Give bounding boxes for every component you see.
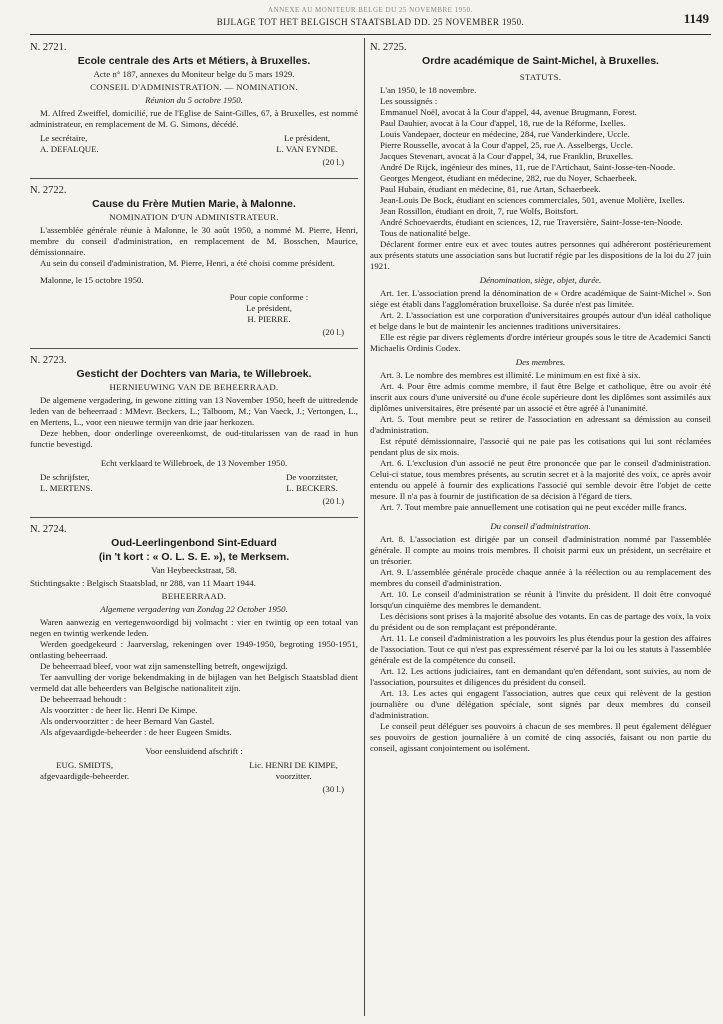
notice-body: Waren aanwezig en vertegenwoordigd bij volmacht : vier en twintig op een totaal van negen en twintig werkende leden. xyxy=(30,617,358,638)
signatory-role: voorzitter. xyxy=(275,771,312,781)
article: Art. 7. Tout membre paie annuellement une cotisation qui ne peut excéder mille francs. xyxy=(380,502,687,512)
meeting-date: Réunion du 5 octobre 1950. xyxy=(145,95,243,105)
board-intro: De beheerraad behoudt : xyxy=(40,694,127,704)
article: Les décisions sont prises à la majorité absolue des votants. En cas de partage des voix, la voix du président ou de son remplaçant est prépondérante. xyxy=(370,611,711,632)
article: Art. 13. Les actes qui engagent l'association, autres que ceux qui relèvent de la gestion journalière ou d'une délégation spéciale, sont signés par deux membres du conseil d'administration. xyxy=(370,688,711,720)
signatory-name: L. MERTENS. xyxy=(40,483,93,493)
signatory-name: EUG. SMIDTS, xyxy=(56,760,114,770)
notice-2725 xyxy=(370,42,711,758)
notice-separator xyxy=(30,178,358,179)
notice-body: Au sein du conseil d'administration, M. Pierre, Henri, a été choisi comme président. xyxy=(40,258,335,268)
notice-title: Cause du Frère Mutien Marie, à Malonne. xyxy=(92,198,296,210)
board-member: Als afgevaardigde-beheerder : de heer Eugeen Smidts. xyxy=(40,727,232,737)
place-date: Echt verklaard te Willebroek, de 13 November 1950. xyxy=(100,458,288,468)
list-item: André De Rijck, ingénieur des mines, 11, rue de l'Artichaut, Saint-Josse-ten-Noode. xyxy=(380,162,676,172)
signatory-name: A. DEFALQUE. xyxy=(40,144,99,154)
section-title: Dénomination, siège, objet, durée. xyxy=(479,275,602,285)
signatures xyxy=(30,472,358,494)
notice-subtitle: (in 't kort : « O. L. S. E. »), te Merksem. xyxy=(98,551,290,563)
declaration: Déclarent former entre eux et avec toutes autres personnes qui adhéreront postérieurement aux présents statuts une association sans but lucratif régie par les dispositions de la loi du 27 juin 1921. xyxy=(370,239,711,271)
header-title: BIJLAGE TOT HET BELGISCH STAATSBLAD DD. 25 NOVEMBER 1950. xyxy=(216,17,525,27)
article: Art. 4. Pour être admis comme membre, il faut être Belge et catholique, être ou avoir été inscrit aux cours d'une université ou d'une école supérieure dont les diplômes sont assimilés aux diplômes universitaires, être présenté par un associé et être agréé à l'unanimité. xyxy=(370,381,711,413)
line-count: (20 l.) xyxy=(322,327,344,337)
notice-number: N. 2724. xyxy=(30,524,67,535)
notice-2723 xyxy=(30,355,358,511)
notice-reference: Acte n° 187, annexes du Moniteur belge du 5 mars 1929. xyxy=(93,69,295,79)
notice-heading: NOMINATION D'UN ADMINISTRATEUR. xyxy=(109,212,279,222)
notice-separator xyxy=(30,517,358,518)
article: Art. 11. Le conseil d'administration a les pouvoirs les plus étendus pour la gestion des affaires de l'association. Tout ce qui n'est pas expressément réservé par la loi ou les statuts à l'assemblée générale est de la compétence du conseil. xyxy=(370,633,711,665)
notice-2724 xyxy=(30,524,358,799)
notice-number: N. 2723. xyxy=(30,355,67,366)
notice-reference: Stichtingsakte : Belgisch Staatsblad, nr 288, van 11 Maart 1944. xyxy=(30,578,256,588)
notice-number: N. 2722. xyxy=(30,185,67,196)
article: Art. 8. L'association est dirigée par un conseil d'administration nommé par l'assemblée générale. Il compte au moins trois membres. Il choisit parmi eux un président, un secrétaire et un trésorier. xyxy=(370,534,711,566)
place-date: Malonne, le 15 octobre 1950. xyxy=(40,275,144,285)
signatory-role: Le secrétaire, xyxy=(40,133,88,143)
notice-body: Deze hebben, door onderlinge overeenkomst, de oud-titularissen van de raad in hun functie bevestigd. xyxy=(30,428,358,449)
undersigned-label: Les soussignés : xyxy=(380,96,438,106)
page-header xyxy=(30,6,711,35)
statutes-intro: L'an 1950, le 18 novembre. xyxy=(380,85,477,95)
notice-2721 xyxy=(30,42,358,172)
member-list xyxy=(370,107,711,239)
copy-conform: Pour copie conforme : xyxy=(229,292,309,302)
article: Art. 10. Le conseil d'administration se réunit à l'invite du président. Il doit être convoqué lorsqu'un cinquième des membres le demandent. xyxy=(370,589,711,610)
line-count: (20 l.) xyxy=(322,157,344,167)
article: Le conseil peut déléguer ses pouvoirs à chacun de ses membres. Il peut également déléguer ses pouvoirs de gestion journalière à un comité de cinq associés, faisant ou non partie du conseil, agissant conjointement ou isolément. xyxy=(370,721,711,753)
signatory-role: afgevaardigde-beheerder. xyxy=(40,771,130,781)
notice-title: Oud-Leerlingenbond Sint-Eduard xyxy=(111,537,277,549)
article: Art. 9. L'assemblée générale procède chaque année à la réélection ou au remplacement des membres du conseil d'administration. xyxy=(370,567,711,588)
notice-body: Ter aanvulling der vorige bekendmaking in de bijlagen van het Belgisch Staatsblad dient vermeld dat alle beheerders van Belgische nationaliteit zijn. xyxy=(30,672,358,693)
list-item: Georges Mengeot, étudiant en médecine, 282, rue du Noyer, Schaerbeek. xyxy=(380,173,637,183)
notice-body: M. Alfred Zweiffel, domicilié, rue de l'Eglise de Saint-Gilles, 67, à Bruxelles, est nommé administrateur, en remplacement de M. G. Simons, décédé. xyxy=(30,108,358,129)
notice-body: De beheerraad bleef, voor wat zijn samenstelling betreft, ongewijzigd. xyxy=(40,661,288,671)
article: Art. 2. L'association est une corporation d'universitaires groupés autour d'un idéal catholique et belge dans le but de maintenir les anciennes traditions universitaires. xyxy=(370,310,711,331)
notice-heading: HERNIEUWING VAN DE BEHEERRAAD. xyxy=(109,382,279,392)
right-column xyxy=(370,40,711,1015)
list-item: André Schoevaerdts, étudiant en sciences, 12, rue Traversière, Saint-Josse-ten-Noode. xyxy=(380,217,683,227)
notice-number: N. 2721. xyxy=(30,42,67,53)
article: Est réputé démissionnaire, l'associé qui ne paie pas les cotisations qui lui sont réclamées pendant plus de six mois. xyxy=(370,436,711,457)
signatory-role: De voorzitster, xyxy=(286,472,338,482)
article: Art. 1er. L'association prend la dénomination de « Ordre académique de Saint-Michel ». Son siège est établi dans l'agglomération bruxelloise. Sa durée n'est pas limitée. xyxy=(370,288,711,309)
page-number: 1149 xyxy=(683,11,709,26)
list-item: Tous de nationalité belge. xyxy=(380,228,471,238)
list-item: Jean Rossillon, étudiant en droit, 7, rue Wolfs, Boitsfort. xyxy=(380,206,579,216)
list-item: Jean-Louis De Bock, étudiant en sciences commerciales, 501, avenue Molière, Ixelles. xyxy=(380,195,685,205)
list-item: Emmanuel Noël, avocat à la Cour d'appel, 44, avenue Brugmann, Forest. xyxy=(380,107,637,117)
signatures xyxy=(30,760,358,782)
copy-conform: Voor eensluidend afschrift : xyxy=(145,746,243,756)
signatures xyxy=(30,133,358,155)
line-count: (30 l.) xyxy=(322,784,344,794)
meeting-date: Algemene vergadering van Zondag 22 October 1950. xyxy=(100,604,288,614)
list-item: Louis Vandepaer, docteur en médecine, 284, rue Vanderkindere, Uccle. xyxy=(380,129,630,139)
list-item: Paul Dauhier, avocat à la Cour d'appel, 18, rue de la Réforme, Ixelles. xyxy=(380,118,626,128)
list-item: Paul Hubain, étudiant en médecine, 81, rue Artan, Schaerbeek. xyxy=(380,184,601,194)
notice-title: Ordre académique de Saint-Michel, à Bruxelles. xyxy=(422,55,659,67)
signatory-name: Lic. HENRI DE KIMPE, xyxy=(249,760,338,770)
notice-body: L'assemblée générale réunie à Malonne, le 30 août 1950, a nommé M. Pierre, Henri, membre du conseil d'administration, en remplacement de M. Bosschen, Maurice, démissionnaire. xyxy=(30,225,358,257)
section-title: Du conseil d'administration. xyxy=(490,521,591,531)
notice-body: Werden goedgekeurd : Jaarverslag, rekeningen over 1949-1950, begroting 1950-1951, ontlasting beheerraad. xyxy=(30,639,358,660)
board-member: Als voorzitter : de heer lic. Henri De Kimpe. xyxy=(40,705,198,715)
article: Elle est régie par divers règlements d'ordre intérieur groupés sous le titre de Academici Sancti Michaelis Ordinis Codex. xyxy=(370,332,711,353)
notice-heading: BEHEERRAAD. xyxy=(161,591,227,601)
list-item: Jacques Stevenart, avocat à la Cour d'appel, 34, rue Franklin, Bruxelles. xyxy=(380,151,633,161)
signatory-role: Le président, xyxy=(284,133,331,143)
notice-title: Gesticht der Dochters van Maria, te Willebroek. xyxy=(76,368,312,380)
article: Art. 12. Les actions judiciaires, tant en demandant qu'en défendant, sont suivies, au nom de l'association, poursuites et diligences du président du conseil. xyxy=(370,666,711,687)
notice-number: N. 2725. xyxy=(370,42,407,53)
line-count: (20 l.) xyxy=(322,496,344,506)
notice-separator xyxy=(30,348,358,349)
list-item: Pierre Rousselle, avocat à la Cour d'appel, 25, rue A. Asselbergs, Uccle. xyxy=(380,140,633,150)
notice-heading: CONSEIL D'ADMINISTRATION. — NOMINATION. xyxy=(90,82,298,92)
left-column xyxy=(30,40,358,1015)
notice-address: Van Heybeeckstraat, 58. xyxy=(151,565,237,575)
notice-body: De algemene vergadering, in gewone zitting van 13 November 1950, heeft de uittredende leden van de beheerraad : MMevr. Beckers, L.; Talboom, M.; Van Vaeck, J.; Vertongen, L., en Mertens, L., voor een nieuwe termijn van drie jaar herkozen. xyxy=(30,395,358,427)
section-title: Des membres. xyxy=(515,357,566,367)
board-member: Als ondervoorzitter : de heer Bernard Van Gastel. xyxy=(40,716,215,726)
article: Art. 3. Le nombre des membres est illimité. Le minimum en est fixé à six. xyxy=(380,370,641,380)
notice-2722 xyxy=(30,185,358,342)
header-annexe-line: ANNEXE AU MONITEUR BELGE DU 25 NOVEMBRE 1950. xyxy=(268,6,473,14)
notice-heading: STATUTS. xyxy=(519,72,562,82)
article: Art. 6. L'exclusion d'un associé ne peut être prononcée que par le conseil d'administration. Celui-ci statue, tous membres présents, au scrutin secret et à la majorité des voix, ce après avoir entendu ou appelé à fournir des explications l'associé qui semble devoir être l'objet de cette mesure. Il n'a pas à fournir de justification de sa décision à l'égard de tiers. xyxy=(370,458,711,501)
signatory-name: L. VAN EYNDE. xyxy=(276,144,338,154)
signature-block xyxy=(30,292,358,325)
article: Art. 5. Tout membre peut se retirer de l'association en adressant sa démission au conseil d'administration. xyxy=(370,414,711,435)
signatory-role: De schrijfster, xyxy=(40,472,90,482)
column-divider xyxy=(364,38,365,1016)
notice-title: Ecole centrale des Arts et Métiers, à Bruxelles. xyxy=(77,55,311,67)
signatory-name: L. BECKERS. xyxy=(286,483,338,493)
signatory-name: H. PIERRE. xyxy=(247,314,291,324)
signatory-role: Le président, xyxy=(246,303,292,313)
